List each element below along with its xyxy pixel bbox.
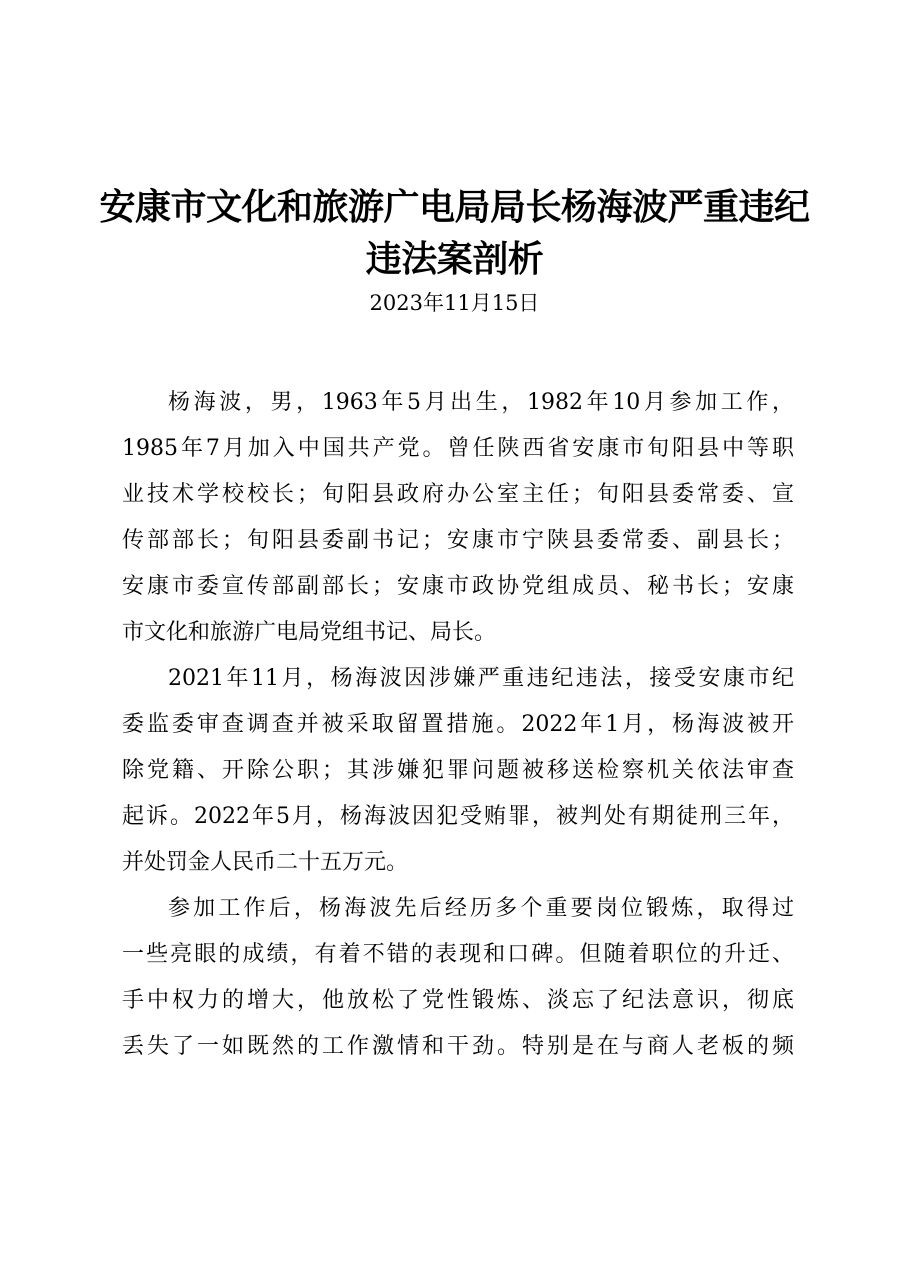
paragraph-3-line-1: 参加工作后，杨海波先后经历多个重要岗位锻炼，取得过 [168,896,794,921]
paragraph-2-line-2: 委监委审查调查并被采取留置措施。2022年1月，杨海波被开 [122,712,794,737]
paragraph-2-line-5: 并处罚金人民币二十五万元。 [122,850,409,875]
paragraph-1-line-3: 业技术学校校长；旬阳县政府办公室主任；旬阳县委常委、宣 [122,482,794,507]
document-body [122,380,794,1070]
paragraph-1-line-6: 市文化和旅游广电局党组书记、局长。 [122,620,497,645]
title-line-1: 安康市文化和旅游广电局局长杨海波严重违纪 [99,187,810,229]
paragraph-3-line-3: 手中权力的增大，他放松了党性锻炼、淡忘了纪法意识，彻底 [122,988,794,1013]
paragraph-2-line-1: 2021年11月，杨海波因涉嫌严重违纪违法，接受安康市纪 [168,666,794,691]
paragraph-2-line-3: 除党籍、开除公职；其涉嫌犯罪问题被移送检察机关依法审查 [122,758,794,783]
paragraph-1-line-4: 传部部长；旬阳县委副书记；安康市宁陕县委常委、副县长； [122,528,794,553]
paragraph-2-line-4: 起诉。2022年5月，杨海波因犯受贿罪，被判处有期徒刑三年， [122,804,794,829]
document-title [0,182,909,286]
paragraph-1-line-5: 安康市委宣传部副部长；安康市政协党组成员、秘书长；安康 [122,574,794,599]
title-line-2: 违法案剖析 [365,239,544,281]
paragraph-3-line-4: 丢失了一如既然的工作激情和干劲。特别是在与商人老板的频 [122,1034,794,1059]
document-date: 2023年11月15日 [369,291,540,315]
paragraph-1-line-1: 杨海波，男，1963年5月出生，1982年10月参加工作， [168,390,794,415]
paragraph-3-line-2: 一些亮眼的成绩，有着不错的表现和口碑。但随着职位的升迁、 [122,942,794,967]
paragraph-1-line-2: 1985年7月加入中国共产党。曾任陕西省安康市旬阳县中等职 [122,436,794,461]
